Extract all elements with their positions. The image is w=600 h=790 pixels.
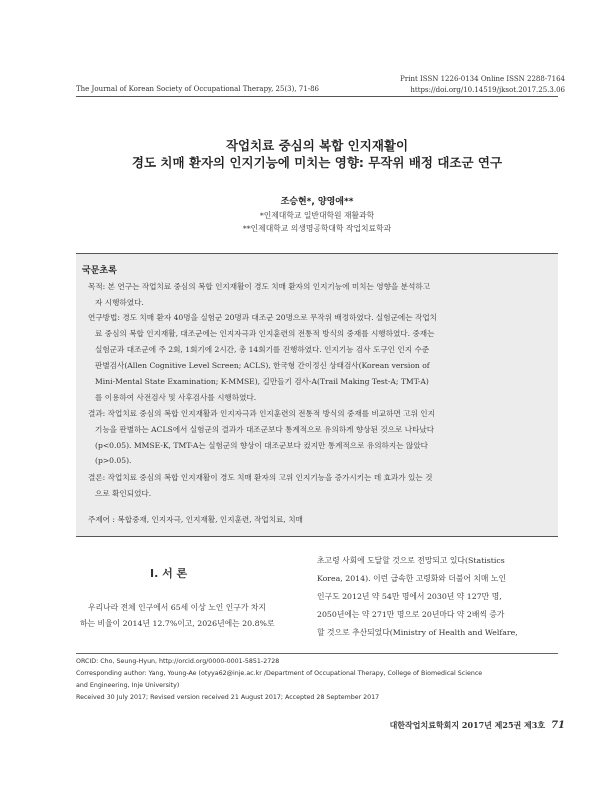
abstract-line: (p>0.05). xyxy=(95,456,132,465)
abstract-line: 으로 확인되었다. xyxy=(95,489,152,498)
body-text-line: 우리나라 전체 인구에서 65세 이상 노인 인구가 차지 xyxy=(88,603,266,612)
journal-citation: The Journal of Korean Society of Occupational Therapy, 25(3), 71-86 xyxy=(76,85,319,93)
authors: 조승현*, 양영애** xyxy=(280,197,354,207)
abstract-heading: 국문초록 xyxy=(82,266,117,276)
page-number: 71 xyxy=(551,720,565,731)
footnote-rule xyxy=(76,653,558,654)
journal-footer xyxy=(390,720,565,731)
issn: Print ISSN 1226-0134 Online ISSN 2288-7164 xyxy=(400,75,565,83)
journal-footer-text: 대한작업치료학회지 2017년 제25권 제3호 xyxy=(389,720,546,730)
affiliation-1: *인제대학교 일반대학원 재활과학 xyxy=(259,211,375,220)
abstract-line: 료 중심의 복합 인지재활, 대조군에는 인지자극과 인지훈련의 전통적 방식의 중재를 시행하였다. 중재는 xyxy=(95,329,435,338)
body-text-line: 할 것으로 추산되었다(Ministry of Health and Welfare, xyxy=(317,628,518,637)
abstract-line: 기능을 판별하는 ACLS에서 실험군의 결과가 대조군보다 통계적으로 유의하게 향상된 것으로 나타났다 xyxy=(95,425,435,434)
abstract-line: 자 시행하였다. xyxy=(95,298,144,307)
paper-title-line1: 작업치료 중심의 복합 인지재활이 xyxy=(225,138,409,153)
footnote-dates: Received 30 July 2017; Revised version received 21 August 2017; Accepted 28 September 2017 xyxy=(76,694,380,701)
footnote-corresponding: Corresponding author: Yang, Young-Ae (otyya62@inje.ac.kr /Department of Occupational Therapy, College of Biomedical Science xyxy=(76,670,483,677)
keywords: 주제어 : 복합중재, 인지자극, 인지재활, 인지훈련, 작업치료, 치매 xyxy=(88,515,303,524)
abstract-line: (p<0.05). MMSE-K, TMT-A는 실험군의 향상이 대조군보다 컸지만 통계적으로 유의하지는 않았다 xyxy=(95,441,428,450)
abstract-line: 판별검사(Allen Cognitive Level Screen; ACLS), 한국형 간이정신 상태검사(Korean version of xyxy=(95,361,430,370)
body-text-line: 인구도 2012년 약 54만 명에서 2030년 약 127만 명, xyxy=(317,592,502,601)
abstract-line: 결과: 작업치료 중심의 복합 인지재활과 인지자극과 인지훈련의 전통적 방식의 중재를 비교하면 고위 인지 xyxy=(88,409,435,418)
body-text-line: 초고령 사회에 도달할 것으로 전망되고 있다(Statistics xyxy=(317,556,505,565)
doi[interactable]: https://doi.org/10.14519/jksot.2017.25.3.06 xyxy=(410,86,565,94)
issn-doi xyxy=(400,74,565,96)
footnote-corresponding-cont: and Engineering, Inje University) xyxy=(76,682,180,689)
header-rule xyxy=(76,96,558,97)
abstract-line: 를 이용하여 사전검사 및 사후검사를 시행하였다. xyxy=(95,393,257,402)
abstract-line: Mini-Mental State Examination; K-MMSE), 길만들기 검사-A(Trail Making Test-A; TMT-A) xyxy=(95,377,429,386)
abstract-line: 목적: 본 연구는 작업치료 중심의 복합 인지재활이 경도 치매 환자의 인지기능에 미치는 영향을 분석하고 xyxy=(88,282,431,291)
paper-title-line2: 경도 치매 환자의 인지기능에 미치는 영향: 무작위 배정 대조군 연구 xyxy=(131,155,503,170)
abstract-line: 실험군과 대조군에 주 2회, 1회기에 2시간, 총 14회기를 진행하였다. 인지기능 검사 도구인 인지 수준 xyxy=(95,345,430,354)
affiliation-2: **인제대학교 의생명공학대학 작업치료학과 xyxy=(242,224,392,233)
body-text-line: 2050년에는 약 271만 명으로 20년마다 약 2배씩 증가 xyxy=(317,610,505,619)
footnote-orcid[interactable]: ORCID: Cho, Seung-Hyun, http://orcid.org/0000-0001-5851-2728 xyxy=(76,658,280,665)
section-title: Ⅰ. 서 론 xyxy=(150,567,188,580)
body-text-line: 하는 비율이 2014년 12.7%이고, 2026년에는 20.8%로 xyxy=(80,619,275,628)
abstract-line: 결론: 작업치료 중심의 복합 인지재활이 경도 치매 환자의 고위 인지기능을 증가시키는 데 효과가 있는 것 xyxy=(88,473,433,482)
body-text-line: Korea, 2014). 이런 급속한 고령화와 더불어 치매 노인 xyxy=(317,574,506,583)
abstract-line: 연구방법: 경도 치매 환자 40명을 실험군 20명과 대조군 20명으로 무작위 배정하였다. 실험군에는 작업치 xyxy=(88,313,438,322)
